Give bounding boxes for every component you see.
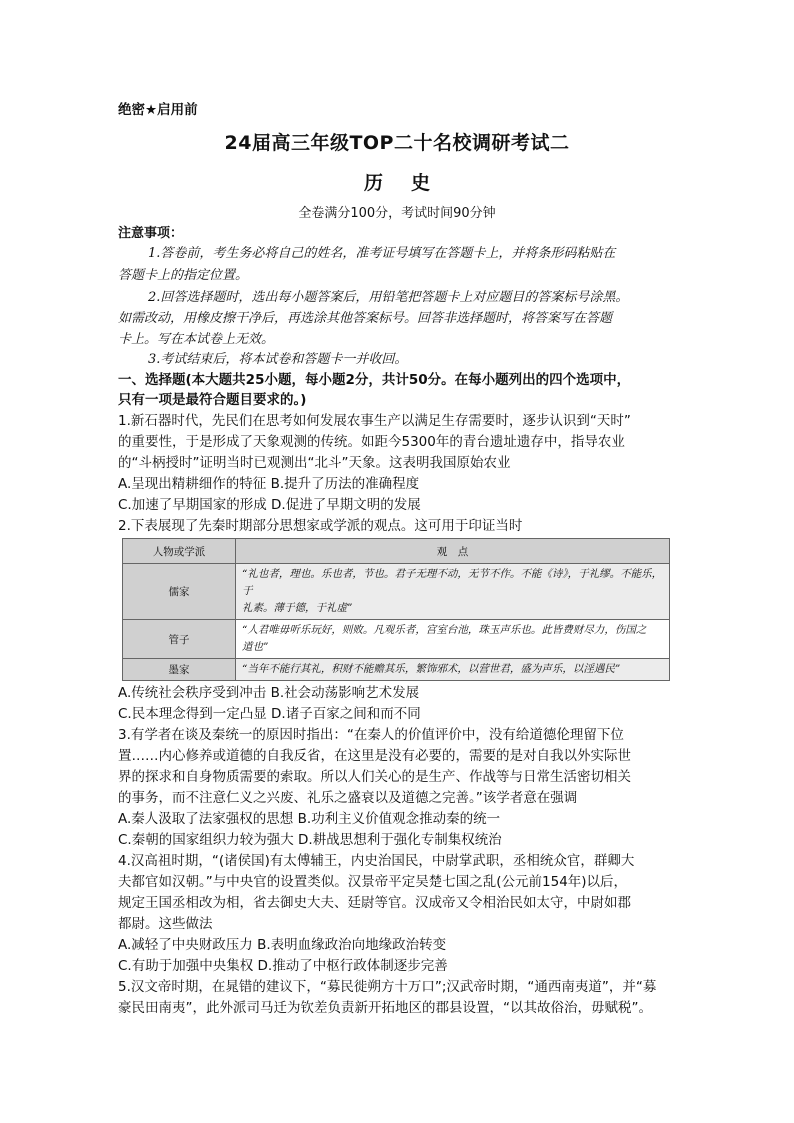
question-3-line: 置……内心修养或道德的自我反省，在这里是没有必要的，需要的是对自我以外实际世 — [118, 748, 631, 764]
question-1-line: 的重要性，于是形成了天象观测的传统。如距今5300年的青台遗址遗存中，指导农业 — [118, 434, 625, 450]
confidential-label: 绝密★启用前 — [118, 102, 198, 118]
question-2-options: A.传统社会秩序受到冲击 B.社会动荡影响艺术发展 — [118, 685, 420, 701]
view-line: “当年不能行其礼，积财不能赡其乐，繁饰邪术，以营世君，盛为声乐，以淫遇民” — [242, 663, 621, 675]
view-line: “人君唯毋听乐玩好，则败。凡观乐者，宫室台池，珠玉声乐也。此皆费财尽力，伤国之 — [242, 624, 647, 636]
question-4-options: C.有助于加强中央集权 D.推动了中枢行政体制逐步完善 — [118, 958, 448, 974]
view-line: “礼也者，理也。乐也者，节也。君子无理不动，无节不作。不能《诗》，于礼缪。不能乐，于 — [242, 568, 663, 597]
question-1-options: A.呈现出精耕细作的特征 B.提升了历法的准确程度 — [118, 476, 420, 492]
view-line: 道也” — [242, 641, 269, 653]
question-4-line: 夫都官如汉朝。”与中央官的设置类似。汉景帝平定吴楚七国之乱(公元前154年)以后， — [118, 874, 628, 890]
subject-title: 历史 — [363, 172, 458, 194]
view-line: 礼素。薄于德，于礼虚” — [242, 602, 353, 614]
school-cell: 儒家 — [123, 564, 236, 620]
table-header-views: 观 点 — [236, 539, 670, 564]
question-4-line: 都尉。这些做法 — [118, 916, 213, 932]
table-header-school: 人物或学派 — [123, 539, 236, 564]
notice-heading: 注意事项： — [118, 226, 184, 241]
question-2-line: 2.下表展现了先秦时期部分思想家或学派的观点。这可用于印证当时 — [118, 518, 523, 534]
table-header-row — [123, 539, 670, 564]
view-cell — [236, 620, 670, 659]
notice-line: 卡上。写在本试卷上无效。 — [118, 332, 275, 347]
question-4-options: A.减轻了中央财政压力 B.表明血缘政治向地缘政治转变 — [118, 937, 447, 953]
view-cell — [236, 659, 670, 681]
question-5-line: 豪民田南夷”，此外派司马迁为钦差负责新开拓地区的郡县设置，“以其故俗治，毋赋税”。 — [118, 1000, 652, 1016]
school-cell: 墨家 — [123, 659, 236, 681]
question-5-line: 5.汉文帝时期，在晁错的建议下，“募民徙朔方十万口”;汉武帝时期，“通西南夷道”，并“募 — [118, 979, 657, 995]
question-1-options: C.加速了早期国家的形成 D.促进了早期文明的发展 — [118, 497, 421, 513]
notice-line: 2.回答选择题时，选出每小题答案后，用铅笔把答题卡上对应题目的答案标号涂黑。 — [148, 290, 629, 305]
question-3-line: 3.有学者在谈及秦统一的原因时指出：“在秦人的价值评价中，没有给道德伦理留下位 — [118, 727, 624, 743]
notice-line: 答题卡上的指定位置。 — [118, 268, 249, 283]
question-4-line: 4.汉高祖时期，“(诸侯国)有太傅辅王，内史治国民，中尉掌武职，丞相统众官，群卿大 — [118, 853, 635, 869]
exam-title: 24届高三年级TOP二十名校调研考试二 — [224, 132, 570, 154]
question-3-options: A.秦人汲取了法家强权的思想 B.功利主义价值观念推动秦的统一 — [118, 811, 501, 827]
question-4-line: 规定王国丞相改为相，省去御史大夫、廷尉等官。汉成帝又令相治民如太守，中尉如郡 — [118, 895, 631, 911]
section-heading: 只有一项是最符合题目要求的。) — [118, 392, 307, 408]
question-2-options: C.民本理念得到一定凸显 D.诸子百家之间和而不同 — [118, 706, 421, 722]
question-3-options: C.秦朝的国家组织力较为强大 D.耕战思想利于强化专制集权统治 — [118, 832, 502, 848]
table-row — [123, 620, 670, 659]
notice-line: 1.答卷前，考生务必将自己的姓名，准考证号填写在答题卡上，并将条形码粘贴在 — [148, 246, 616, 261]
table-row — [123, 564, 670, 620]
section-heading: 一、选择题(本大题共25小题，每小题2分，共计50分。在每小题列出的四个选项中， — [118, 372, 631, 388]
question-3-line: 界的探求和自身物质需要的索取。所以人们关心的是生产、作战等与日常生活密切相关 — [118, 769, 631, 785]
view-cell — [236, 564, 670, 620]
school-cell: 管子 — [123, 620, 236, 659]
question-1-line: 1.新石器时代，先民们在思考如何发展农事生产以满足生存需要时，逐步认识到“天时” — [118, 413, 631, 429]
score-time-info: 全卷满分100分，考试时间90分钟 — [298, 206, 496, 221]
question-1-line: 的“斗柄授时”证明当时已观测出“北斗”天象。这表明我国原始农业 — [118, 455, 511, 471]
notice-line: 如需改动，用橡皮擦干净后，再选涂其他答案标号。回答非选择题时，将答案写在答题 — [118, 311, 613, 326]
notice-line: 3.考试结束后，将本试卷和答题卡一并收回。 — [148, 352, 408, 367]
table-row — [123, 659, 670, 681]
thinker-views-table — [122, 538, 670, 681]
question-3-line: 的事务，而不注意仁义之兴废、礼乐之盛衰以及道德之完善。”该学者意在强调 — [118, 790, 578, 806]
